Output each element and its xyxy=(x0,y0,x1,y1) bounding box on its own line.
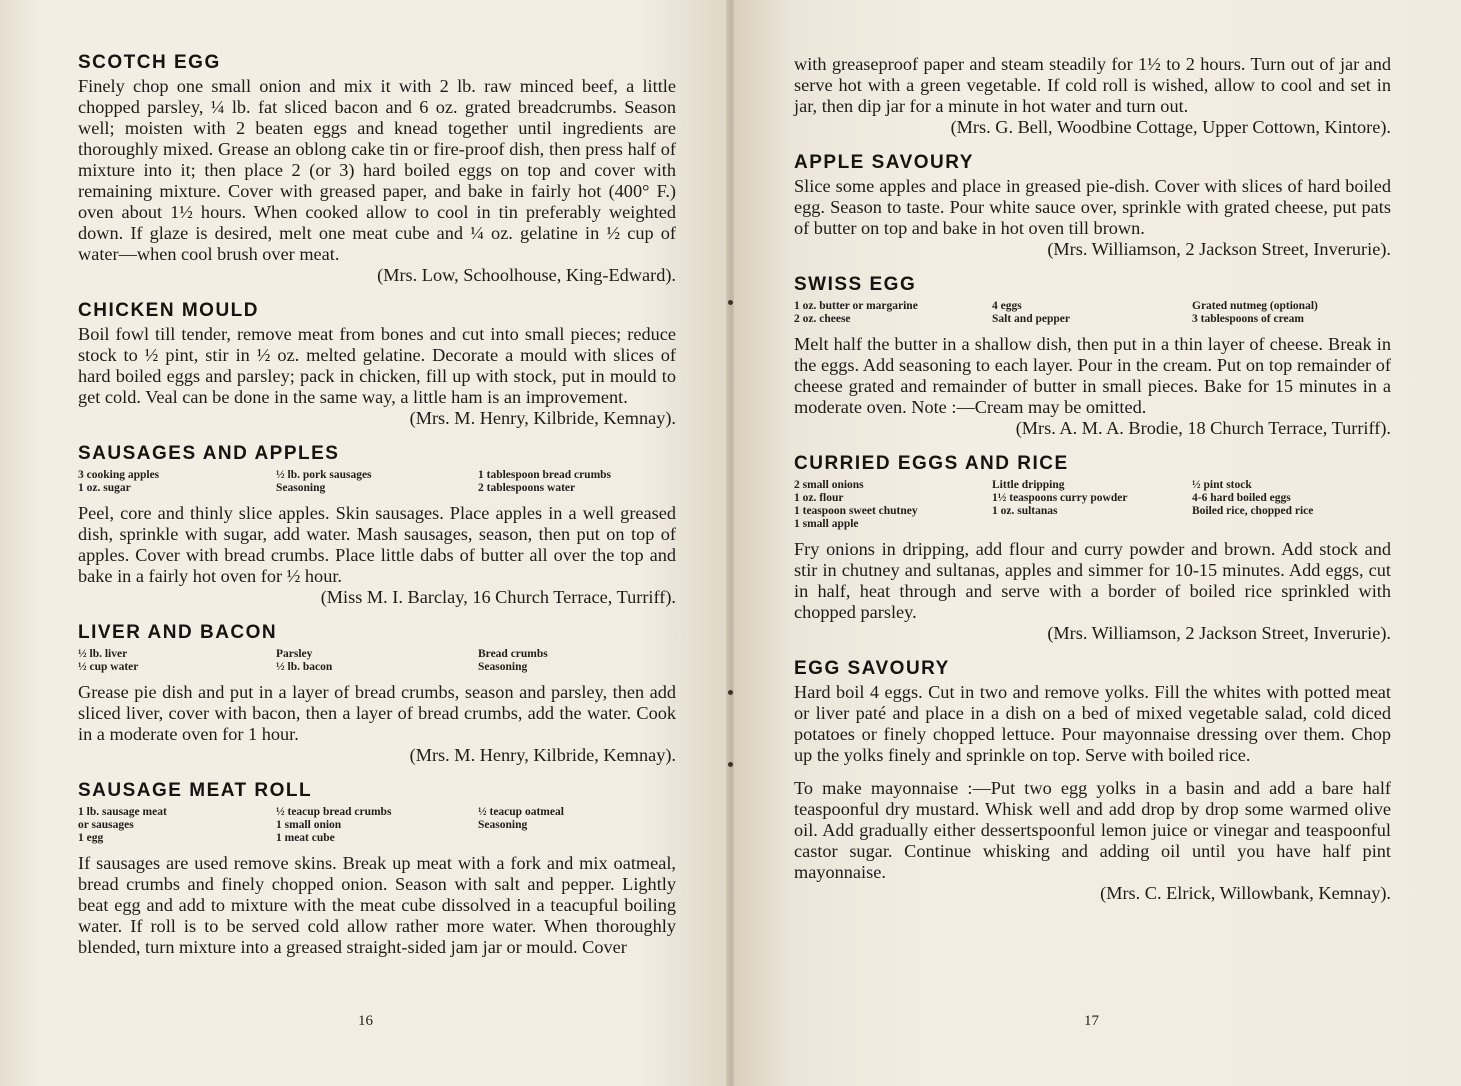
ingredient-item: 1 oz. butter or margarine xyxy=(794,300,918,312)
ingredient-list xyxy=(78,806,676,845)
recipe-title: CURRIED EGGS AND RICE xyxy=(794,453,1069,474)
recipe-title: SAUSAGE MEAT ROLL xyxy=(78,780,313,801)
recipe xyxy=(78,300,676,429)
recipe xyxy=(78,443,676,608)
ingredient-item: Little dripping xyxy=(992,479,1065,491)
ingredient-item: 1 tablespoon bread crumbs xyxy=(478,469,612,481)
ingredient-item: 2 oz. cheese xyxy=(794,313,851,325)
recipe-instructions: Finely chop one small onion and mix it with 2 lb. raw minced beef, a little chopped parsley, ¼ lb. fat sliced bacon and 6 oz. grated breadcrumbs. Season well; moisten with 2 beaten eggs and knead together until ingredients are thoroughly mixed. Grease an oblong cake tin or fire-proof dish, then press half of mixture into it; then place 2 (or 3) hard boiled eggs on top and cover with remaining mixture. Cover with greased paper, and bake in fairly hot (400° F.) oven about 1½ hours. When cooked allow to cool in tin preferably weighted down. If glaze is desired, melt one meat cube and ¼ oz. gelatine in ½ cup of water—when cool brush over meat. xyxy=(78,76,676,264)
recipe xyxy=(78,622,676,766)
recipe-attribution: (Mrs. A. M. A. Brodie, 18 Church Terrace, Turriff). xyxy=(1015,418,1391,438)
ingredient-item: 1 oz. sultanas xyxy=(992,505,1058,517)
ingredient-item: ½ lb. bacon xyxy=(276,661,333,673)
recipe xyxy=(78,780,676,958)
ingredient-item: 1½ teaspoons curry powder xyxy=(992,492,1128,504)
ingredient-item: ½ teacup oatmeal xyxy=(478,806,564,818)
recipe xyxy=(794,274,1391,439)
ingredient-item: Seasoning xyxy=(276,482,326,494)
recipe xyxy=(794,658,1391,904)
recipe-instructions: Boil fowl till tender, remove meat from bones and cut into small pieces; reduce stock to ½ pint, stir in ½ oz. melted gelatine. Decorate a mould with slices of hard boiled eggs and parsley; pack in chicken, fill up with stock, put in mould to get cold. Veal can be done in the same way, a little ham is an improvement. xyxy=(78,324,676,407)
ingredient-item: 4 eggs xyxy=(992,300,1022,312)
recipe-attribution: (Mrs. Williamson, 2 Jackson Street, Inverurie). xyxy=(1047,239,1391,259)
recipe-instructions: To make mayonnaise :—Put two egg yolks in a basin and add a bare half teaspoonful dry mustard. Whisk well and add drop by drop some warmed olive oil. Add gradually either dessertspoonful lemon juice or vinegar and teaspoonful castor sugar. Continue whisking and adding oil until you have half pint mayonnaise. xyxy=(794,778,1391,882)
ingredient-item: 1 meat cube xyxy=(276,832,335,844)
ingredient-item: 1 small onion xyxy=(276,819,342,831)
ingredient-item: 2 small onions xyxy=(794,479,864,491)
ingredient-list xyxy=(78,469,676,495)
ingredient-item: 3 tablespoons of cream xyxy=(1192,313,1304,325)
recipe-title: SAUSAGES AND APPLES xyxy=(78,443,340,464)
ingredient-item: ½ lb. liver xyxy=(78,648,128,660)
ingredient-item: ½ pint stock xyxy=(1192,479,1252,491)
staple-mark xyxy=(728,300,733,305)
ingredient-list xyxy=(78,648,676,674)
right-page xyxy=(734,0,1461,1086)
recipe-title: EGG SAVOURY xyxy=(794,658,950,679)
ingredient-item: Salt and pepper xyxy=(992,313,1070,325)
recipe-title: APPLE SAVOURY xyxy=(794,152,974,173)
ingredient-item: 1 oz. sugar xyxy=(78,482,131,494)
recipe xyxy=(794,453,1391,644)
recipe-instructions: Fry onions in dripping, add flour and curry powder and brown. Add stock and stir in chutney and sultanas, apples and simmer for 10-15 minutes. Add eggs, cut in half, heat through and serve with a border of boiled rice sprinkled with chopped parsley. xyxy=(794,539,1391,622)
ingredient-item xyxy=(478,832,676,845)
recipe-instructions: Hard boil 4 eggs. Cut in two and remove yolks. Fill the whites with potted meat or liver paté and place in a dish on a bed of mixed vegetable salad, cold diced potatoes or finely chopped lettuce. Pour mayonnaise dressing over them. Chop up the yolks finely and sprinkle on top. Serve with boiled rice. xyxy=(794,682,1391,765)
left-page xyxy=(0,0,728,1086)
recipe xyxy=(794,54,1391,138)
ingredient-item: Bread crumbs xyxy=(478,648,548,660)
ingredient-item: ½ cup water xyxy=(78,661,139,673)
staple-mark xyxy=(728,690,733,695)
recipe-instructions: Peel, core and thinly slice apples. Skin sausages. Place apples in a well greased dish, sprinkle with sugar, add water. Mash sausages, season, then put on top of apples. Cover with bread crumbs. Place little dabs of butter all over the top and bake in a fairly hot oven for ½ hour. xyxy=(78,503,676,586)
recipe-attribution: (Mrs. G. Bell, Woodbine Cottage, Upper Cottown, Kintore). xyxy=(950,117,1391,137)
ingredient-item xyxy=(992,518,1192,531)
ingredient-item: Parsley xyxy=(276,648,313,660)
ingredient-item: 1 oz. flour xyxy=(794,492,844,504)
ingredient-item: Boiled rice, chopped rice xyxy=(1192,505,1314,517)
recipe-attribution: (Mrs. C. Elrick, Willowbank, Kemnay). xyxy=(1100,883,1391,903)
recipe-title: CHICKEN MOULD xyxy=(78,300,259,321)
recipe-attribution: (Mrs. Low, Schoolhouse, King-Edward). xyxy=(377,265,676,285)
ingredient-item: ½ lb. pork sausages xyxy=(276,469,372,481)
ingredient-item: 3 cooking apples xyxy=(78,469,160,481)
ingredient-item xyxy=(1192,518,1391,531)
ingredient-item: ½ teacup bread crumbs xyxy=(276,806,392,818)
staple-mark xyxy=(728,762,733,767)
recipe-instructions: Melt half the butter in a shallow dish, then put in a thin layer of cheese. Break in the eggs. Add seasoning to each layer. Pour in the cream. Put on top remainder of cheese grated and remainder of butter in small pieces. Bake for 15 minutes in a moderate oven. Note :—Cream may be omitted. xyxy=(794,334,1391,417)
recipe-attribution: (Mrs. Williamson, 2 Jackson Street, Inverurie). xyxy=(1047,623,1391,643)
ingredient-list xyxy=(794,300,1391,326)
ingredient-item: 1 lb. sausage meat xyxy=(78,806,167,818)
page-number: 16 xyxy=(358,1013,373,1029)
recipe xyxy=(794,152,1391,260)
ingredient-item: 1 small apple xyxy=(794,518,859,530)
ingredient-item: 1 egg xyxy=(78,832,104,844)
recipe-instructions: Grease pie dish and put in a layer of bread crumbs, season and parsley, then add sliced liver, cover with bacon, then a layer of bread crumbs, add the water. Cook in a moderate oven for 1 hour. xyxy=(78,682,676,744)
recipe-instructions: Slice some apples and place in greased pie-dish. Cover with slices of hard boiled egg. Season to taste. Pour white sauce over, sprinkle with grated cheese, put pats of butter on top and bake in hot oven till brown. xyxy=(794,176,1391,238)
ingredient-item: 4-6 hard boiled eggs xyxy=(1192,492,1291,504)
recipe-instructions: with greaseproof paper and steam steadily for 1½ to 2 hours. Turn out of jar and serve hot with a green vegetable. If cold roll is wished, allow to cool and set in jar, then dip jar for a minute in hot water and turn out. xyxy=(794,54,1391,116)
ingredient-item: 2 tablespoons water xyxy=(478,482,576,494)
recipe-title: SCOTCH EGG xyxy=(78,52,221,73)
ingredient-item: Grated nutmeg (optional) xyxy=(1192,300,1318,312)
recipe-attribution: (Miss M. I. Barclay, 16 Church Terrace, Turriff). xyxy=(320,587,676,607)
ingredient-item: Seasoning xyxy=(478,661,528,673)
ingredient-item: or sausages xyxy=(78,819,134,831)
page-number: 17 xyxy=(1084,1013,1099,1029)
recipe-title: LIVER AND BACON xyxy=(78,622,278,643)
recipe-attribution: (Mrs. M. Henry, Kilbride, Kemnay). xyxy=(409,745,676,765)
recipe xyxy=(78,52,676,286)
ingredient-item: 1 teaspoon sweet chutney xyxy=(794,505,918,517)
ingredient-item: Seasoning xyxy=(478,819,528,831)
ingredient-list xyxy=(794,479,1391,531)
recipe-instructions: If sausages are used remove skins. Break up meat with a fork and mix oatmeal, bread crumbs and finely chopped onion. Season with salt and pepper. Lightly beat egg and add to mixture with the meat cube dissolved in a teacupful boiling water. If roll is to be served cold allow rather more water. When thoroughly blended, turn mixture into a greased straight-sided jam jar or mould. Cover xyxy=(78,853,676,957)
recipe-title: SWISS EGG xyxy=(794,274,917,295)
recipe-attribution: (Mrs. M. Henry, Kilbride, Kemnay). xyxy=(409,408,676,428)
